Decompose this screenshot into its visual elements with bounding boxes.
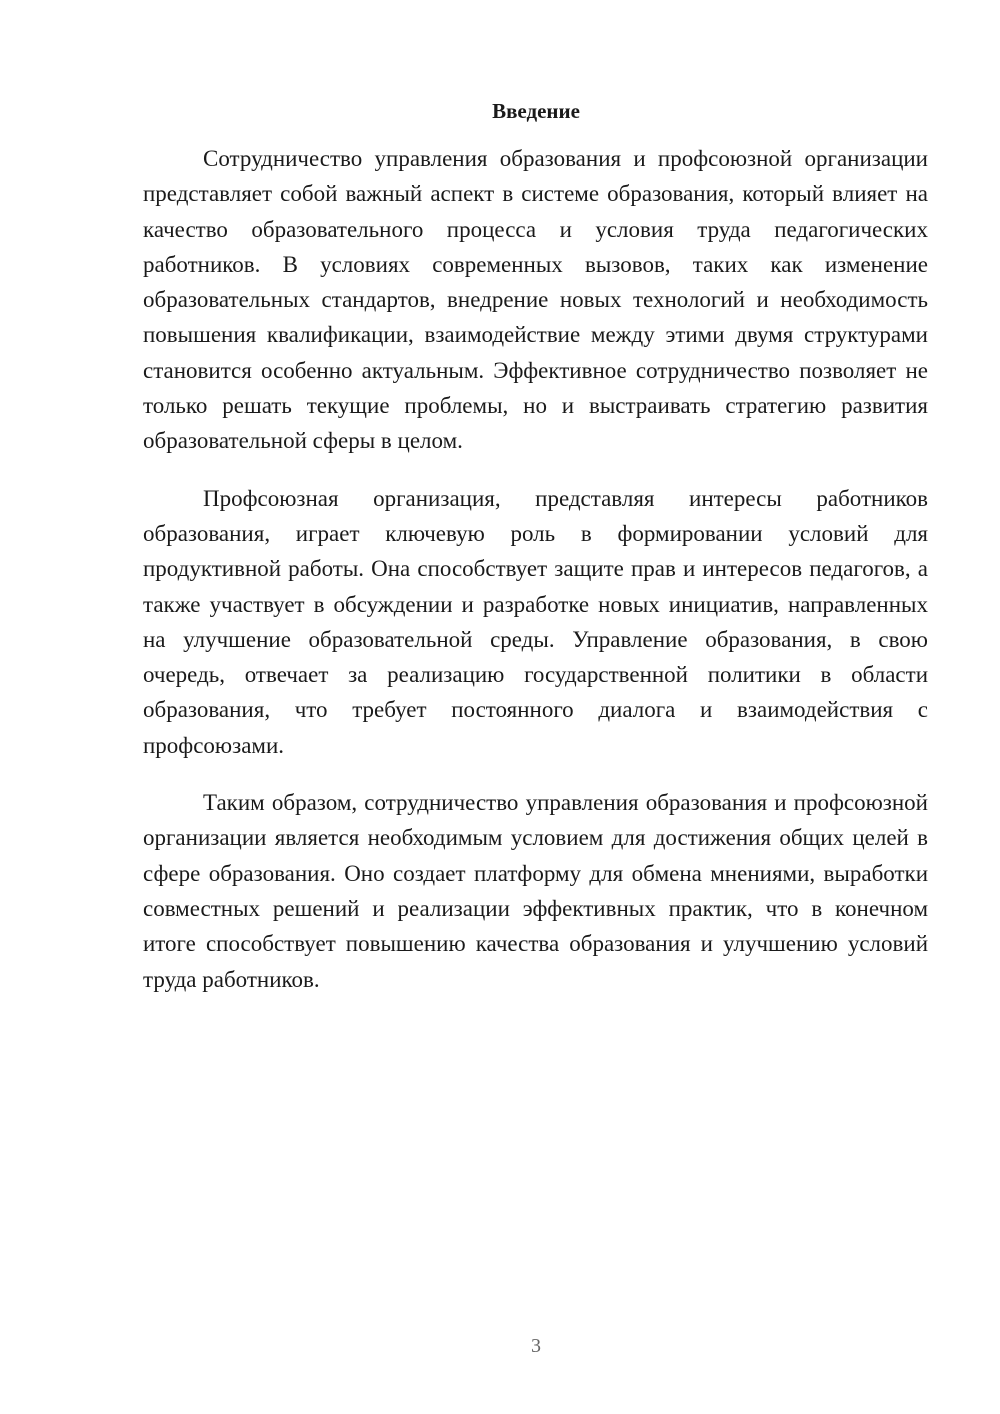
paragraph-3: Таким образом, сотрудничество управления образования и профсоюзной организации является необходимым условием для достижения общих целей в сфере образования. Оно создает платформу для обмена мнениями, выработки совместных решений и реализации эффективных практик, что в конечном итоге способствует повышению качества образования и улучшению условий труда работников. — [143, 790, 928, 992]
paragraph-2: Профсоюзная организация, представляя интересы работников образования, играет ключевую роль в формировании условий для продуктивной работы. Она способствует защите прав и интересов педагогов, а также участвует в обсуждении и разработке новых инициатив, направленных на улучшение образовательной среды. Управление образования, в свою очередь, отвечает за реализацию государственной политики в области образования, что требует постоянного диалога и взаимодействия с профсоюзами. — [143, 485, 928, 758]
document-body — [143, 141, 928, 1019]
page-title: Введение — [492, 99, 580, 123]
page-number: 3 — [531, 1335, 541, 1357]
paragraph-1: Сотрудничество управления образования и профсоюзной организации представляет собой важный аспект в системе образования, который влияет на качество образовательного процесса и условия труда педагогических работников. В условиях современных вызовов, таких как изменение образовательных стандартов, внедрение новых технологий и необходимость повышения квалификации, взаимодействие между этими двумя структурами становится особенно актуальным. Эффективное сотрудничество позволяет не только решать текущие проблемы, но и выстраивать стратегию развития образовательной сферы в целом. — [143, 146, 928, 454]
